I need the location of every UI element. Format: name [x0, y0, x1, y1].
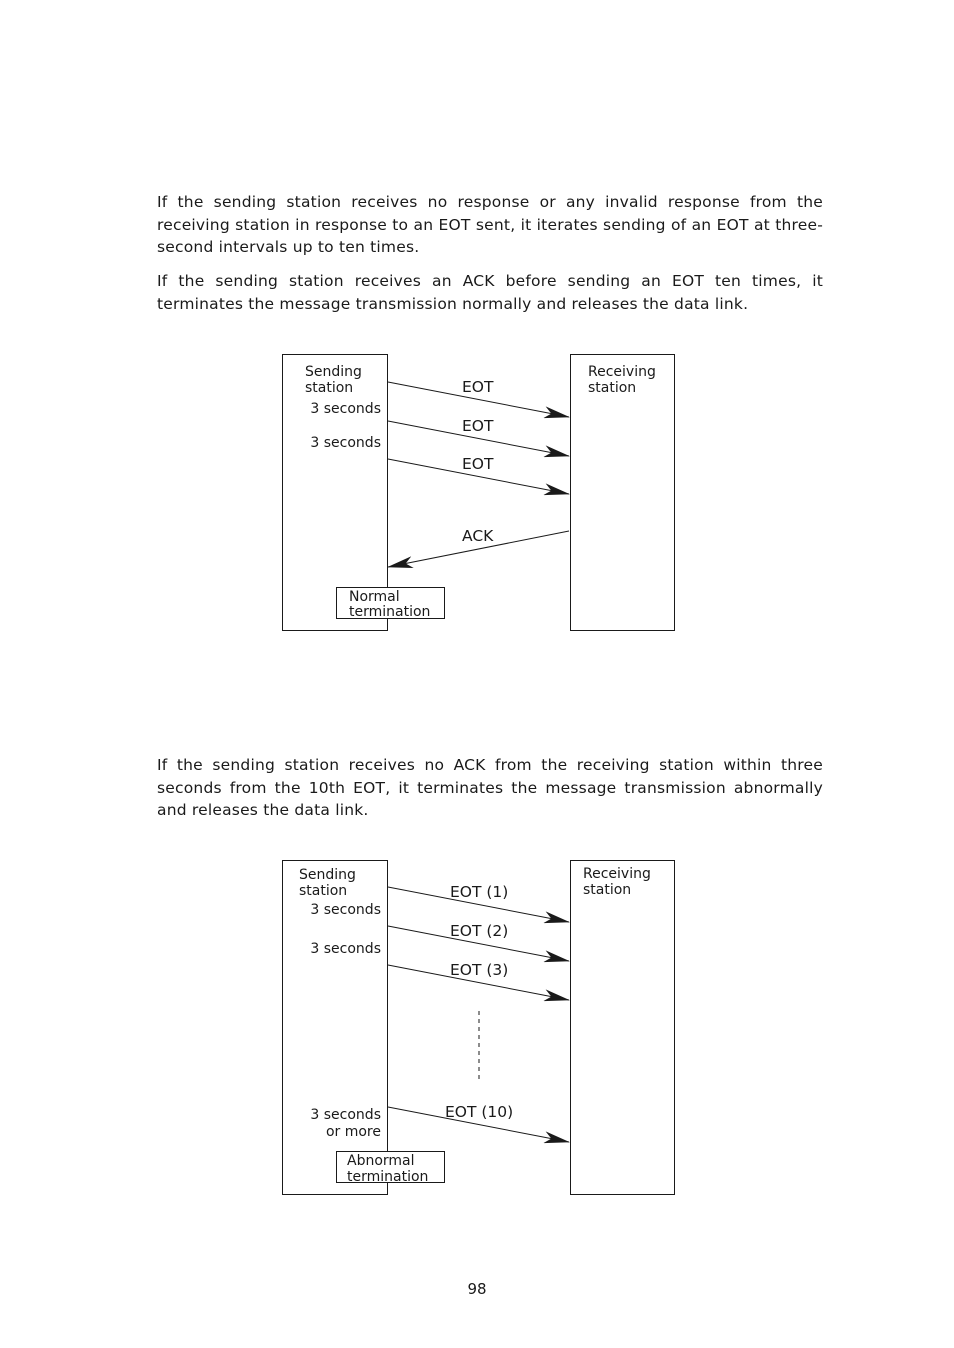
paragraph-retry-description: If the sending station receives no response or any invalid response from the receiving station in response to an EOT sent, it iterates sending of an EOT at three-second intervals up to ten times. — [157, 193, 823, 256]
eot-label: EOT (10) — [445, 1103, 514, 1121]
sending-station-label: Sending — [299, 867, 356, 883]
receiving-station-label: station — [583, 882, 632, 898]
paragraph-normal-termination: If the sending station receives an ACK before sending an EOT ten times, it terminates the message transmission normally and releases the data link. — [157, 272, 823, 313]
receiving-station-box — [571, 861, 675, 1195]
interval-label: 3 seconds — [310, 902, 381, 918]
interval-label: or more — [325, 1124, 381, 1140]
eot-label: EOT — [462, 417, 494, 435]
termination-label: Abnormal — [347, 1153, 415, 1169]
interval-label: 3 seconds — [310, 941, 381, 957]
termination-label: termination — [349, 604, 431, 620]
eot-label: EOT (3) — [450, 961, 509, 979]
eot-label: EOT (1) — [450, 883, 509, 901]
eot-label: EOT (2) — [450, 922, 509, 940]
receiving-station-label: Receiving — [588, 364, 656, 380]
sending-station-label: Sending — [305, 364, 362, 380]
interval-label: 3 seconds — [310, 1107, 381, 1123]
interval-label: 3 seconds — [310, 435, 381, 451]
eot-label: EOT — [462, 455, 494, 473]
normal-termination-diagram — [270, 345, 690, 635]
ack-label: ACK — [462, 527, 494, 545]
sending-station-label: station — [305, 380, 354, 396]
page-number: 98 — [467, 1280, 487, 1298]
eot-label: EOT — [462, 378, 494, 396]
receiving-station-label: Receiving — [583, 866, 651, 882]
paragraph-abnormal-termination: If the sending station receives no ACK from the receiving station within three seconds from the 10th EOT, it terminates the message transmission abnormally and releases the data link. — [157, 756, 823, 819]
receiving-station-label: station — [588, 380, 637, 396]
termination-label: Normal — [349, 589, 400, 605]
abnormal-termination-diagram — [270, 851, 690, 1201]
sending-station-label: station — [299, 883, 348, 899]
termination-label: termination — [347, 1169, 429, 1185]
interval-label: 3 seconds — [310, 401, 381, 417]
